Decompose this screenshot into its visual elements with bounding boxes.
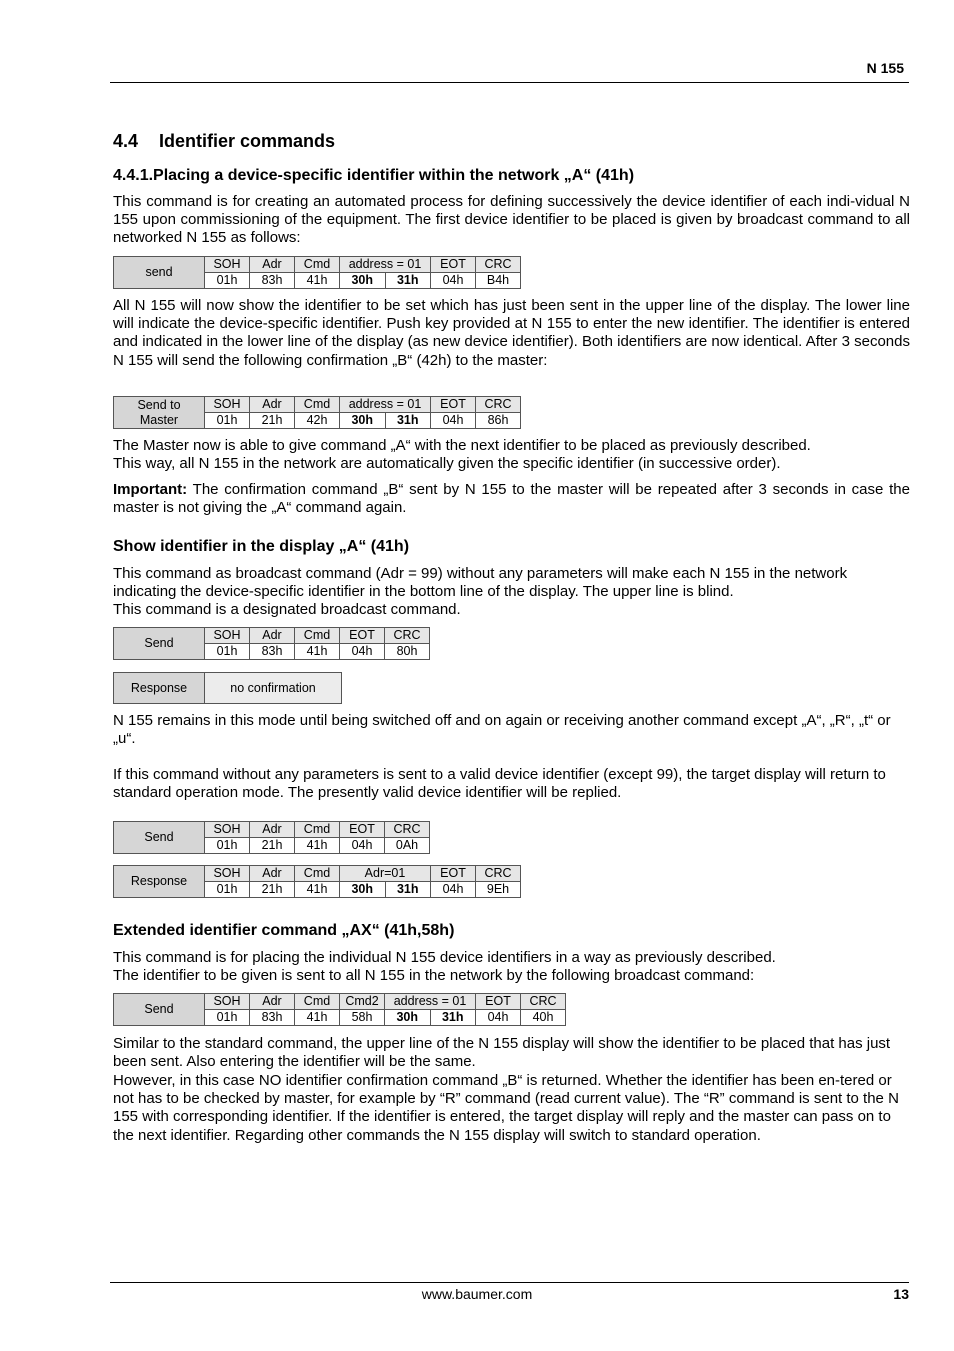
table-cell: 58h <box>340 1010 385 1026</box>
subsection-title-1: 4.4.1.Placing a device-specific identifier within the network „A“ (41h) <box>113 167 635 184</box>
table-cell: 21h <box>250 413 295 429</box>
table-header: SOH <box>205 994 250 1010</box>
command-table-show-send-2 <box>113 821 430 854</box>
section-number: 4.4 <box>113 131 139 151</box>
table-cell: 31h <box>430 1010 476 1026</box>
table-header: Cmd <box>295 822 340 838</box>
table-cell: 04h <box>431 882 476 898</box>
table-header: address = 01 <box>385 994 476 1010</box>
table-header: Adr <box>250 397 295 413</box>
paragraph: However, in this case NO identifier confirmation command „B“ is returned. Whether the identifier has been en-tered or not has to be checked by master, for example by “R” command (read current value). The “R” command is sent to the N 155 with corresponding identifier. If the identifier is entered, the target display will reply and the master can pass on to the next identifier. Regarding other commands the N 155 display will switch to standard operation. <box>113 1072 899 1144</box>
table-header: CRC <box>476 866 521 882</box>
table-header: address = 01 <box>340 257 431 273</box>
table-cell: 30h <box>340 882 386 898</box>
document-id: N 155 <box>866 60 904 76</box>
table-cell: B4h <box>476 273 521 289</box>
table-header: Cmd <box>295 397 340 413</box>
paragraph: If this command without any parameters is sent to a valid device identifier (except 99), the target display will return to standard operation mode. The presently valid device identifier will be replied. <box>113 766 886 802</box>
table-header: Cmd <box>295 866 340 882</box>
table-header: address = 01 <box>340 397 431 413</box>
table-header: Adr <box>250 257 295 273</box>
important-text: The confirmation command „B“ sent by N 155 to the master will be repeated after 3 seconds in case the master is not giving the „A“ command again. <box>113 481 910 517</box>
subsection-title-3: Extended identifier command „AX“ (41h,58h) <box>113 922 455 939</box>
table-header: Cmd <box>295 994 340 1010</box>
table-header: EOT <box>431 397 476 413</box>
table-cell: 04h <box>340 838 385 854</box>
command-table-show-send <box>113 627 430 660</box>
paragraph: All N 155 will now show the identifier to be set which has just been sent in the upper line of the display. The lower line will indicate the device-specific identifier. Push key provided at N 155 to enter the new identifier. The identifier is entered and indicated in the lower line of the display (as new device identifier). Both identifiers are now identical. After 3 seconds N 155 will send the following confirmation „B“ (42h) to the master: <box>113 297 910 369</box>
table-header: EOT <box>340 822 385 838</box>
table-cell: 86h <box>476 413 521 429</box>
table-cell: 21h <box>250 838 295 854</box>
table-cell: 41h <box>295 838 340 854</box>
table-header: Cmd <box>295 628 340 644</box>
table-header: EOT <box>431 257 476 273</box>
paragraph: Similar to the standard command, the upper line of the N 155 display will show the identifier to be placed that has just been sent. Also entering the identifier will be the same. <box>113 1035 891 1071</box>
table-header: Adr <box>250 628 295 644</box>
paragraph: This command is a designated broadcast command. <box>113 601 461 618</box>
table-label <box>114 397 205 429</box>
command-table-confirmation-b <box>113 396 521 429</box>
table-label: Response <box>114 866 205 898</box>
table-cell: 04h <box>476 1010 521 1026</box>
response-table-identifier <box>113 865 521 898</box>
header-rule <box>110 82 909 83</box>
table-cell: 40h <box>521 1010 566 1026</box>
table-cell: 04h <box>431 273 476 289</box>
table-header: Adr <box>250 866 295 882</box>
table-cell: 0Ah <box>385 838 430 854</box>
table-header: EOT <box>431 866 476 882</box>
table-cell: 83h <box>250 273 295 289</box>
label-line: Master <box>139 412 179 427</box>
command-table-send-a <box>113 256 521 289</box>
table-header: Cmd2 <box>340 994 385 1010</box>
table-cell: 04h <box>340 644 385 660</box>
paragraph: The identifier to be given is sent to all N 155 in the network by the following broadcast command: <box>113 967 755 984</box>
paragraph: The Master now is able to give command „A“ with the next identifier to be placed as previously described. <box>113 437 811 454</box>
table-cell: 41h <box>295 1010 340 1026</box>
table-header: CRC <box>385 822 430 838</box>
table-header: Adr <box>250 822 295 838</box>
table-cell: 41h <box>295 273 340 289</box>
table-cell: 31h <box>385 882 431 898</box>
table-header: SOH <box>205 397 250 413</box>
important-note <box>113 481 910 517</box>
paragraph: N 155 remains in this mode until being switched off and on again or receiving another command except „A“, „R“, „t“ or „u“. <box>113 712 891 748</box>
table-cell: no confirmation <box>205 673 342 704</box>
table-label: send <box>114 257 205 289</box>
table-header: Adr=01 <box>340 866 431 882</box>
important-label: Important: <box>113 481 188 498</box>
table-label: Response <box>114 673 205 704</box>
subsection-title-2: Show identifier in the display „A“ (41h) <box>113 538 410 555</box>
table-header: CRC <box>476 397 521 413</box>
paragraph: This command is for placing the individual N 155 device identifiers in a way as previously described. <box>113 949 776 966</box>
section-title: Identifier commands <box>159 131 336 151</box>
paragraph: This command is for creating an automated process for defining successively the device identifier of each indi-vidual N 155 upon commissioning of the equipment. The first device identifier to be placed is given by broadcast command to all networked N 155 as follows: <box>113 193 910 247</box>
table-header: SOH <box>205 257 250 273</box>
table-header: CRC <box>476 257 521 273</box>
table-cell: 31h <box>385 273 431 289</box>
label-line: Send to <box>137 397 181 412</box>
footer-rule <box>110 1282 909 1283</box>
table-header: EOT <box>340 628 385 644</box>
table-cell: 30h <box>385 1010 431 1026</box>
table-cell: 41h <box>295 882 340 898</box>
table-cell: 42h <box>295 413 340 429</box>
table-cell: 31h <box>385 413 431 429</box>
table-cell: 83h <box>250 644 295 660</box>
table-cell: 83h <box>250 1010 295 1026</box>
table-label: Send <box>114 994 205 1026</box>
table-header: EOT <box>476 994 521 1010</box>
table-cell: 30h <box>340 273 386 289</box>
table-cell: 30h <box>340 413 386 429</box>
table-cell: 80h <box>385 644 430 660</box>
table-label: Send <box>114 628 205 660</box>
table-header: CRC <box>385 628 430 644</box>
table-cell: 9Eh <box>476 882 521 898</box>
table-cell: 01h <box>205 644 250 660</box>
table-header: Adr <box>250 994 295 1010</box>
table-header: SOH <box>205 628 250 644</box>
table-cell: 04h <box>431 413 476 429</box>
table-cell: 01h <box>205 1010 250 1026</box>
paragraph: This command as broadcast command (Adr = 99) without any parameters will make each N 155 in the network indicating the device-specific identifier in the bottom line of the display. The upper line is blind. <box>113 565 848 601</box>
command-table-extended-ax <box>113 993 566 1026</box>
table-cell: 01h <box>205 838 250 854</box>
table-cell: 21h <box>250 882 295 898</box>
table-cell: 41h <box>295 644 340 660</box>
table-header: SOH <box>205 866 250 882</box>
table-cell: 01h <box>205 882 250 898</box>
table-cell: 01h <box>205 273 250 289</box>
table-header: CRC <box>521 994 566 1010</box>
paragraph: This way, all N 155 in the network are automatically given the specific identifier (in successive order). <box>113 455 781 472</box>
page-number: 13 <box>893 1286 909 1302</box>
table-cell: 01h <box>205 413 250 429</box>
table-label: Send <box>114 822 205 854</box>
response-table-no-confirmation <box>113 672 342 704</box>
table-header: SOH <box>205 822 250 838</box>
footer-url: www.baumer.com <box>421 1286 533 1302</box>
section-heading <box>113 131 910 152</box>
table-header: Cmd <box>295 257 340 273</box>
